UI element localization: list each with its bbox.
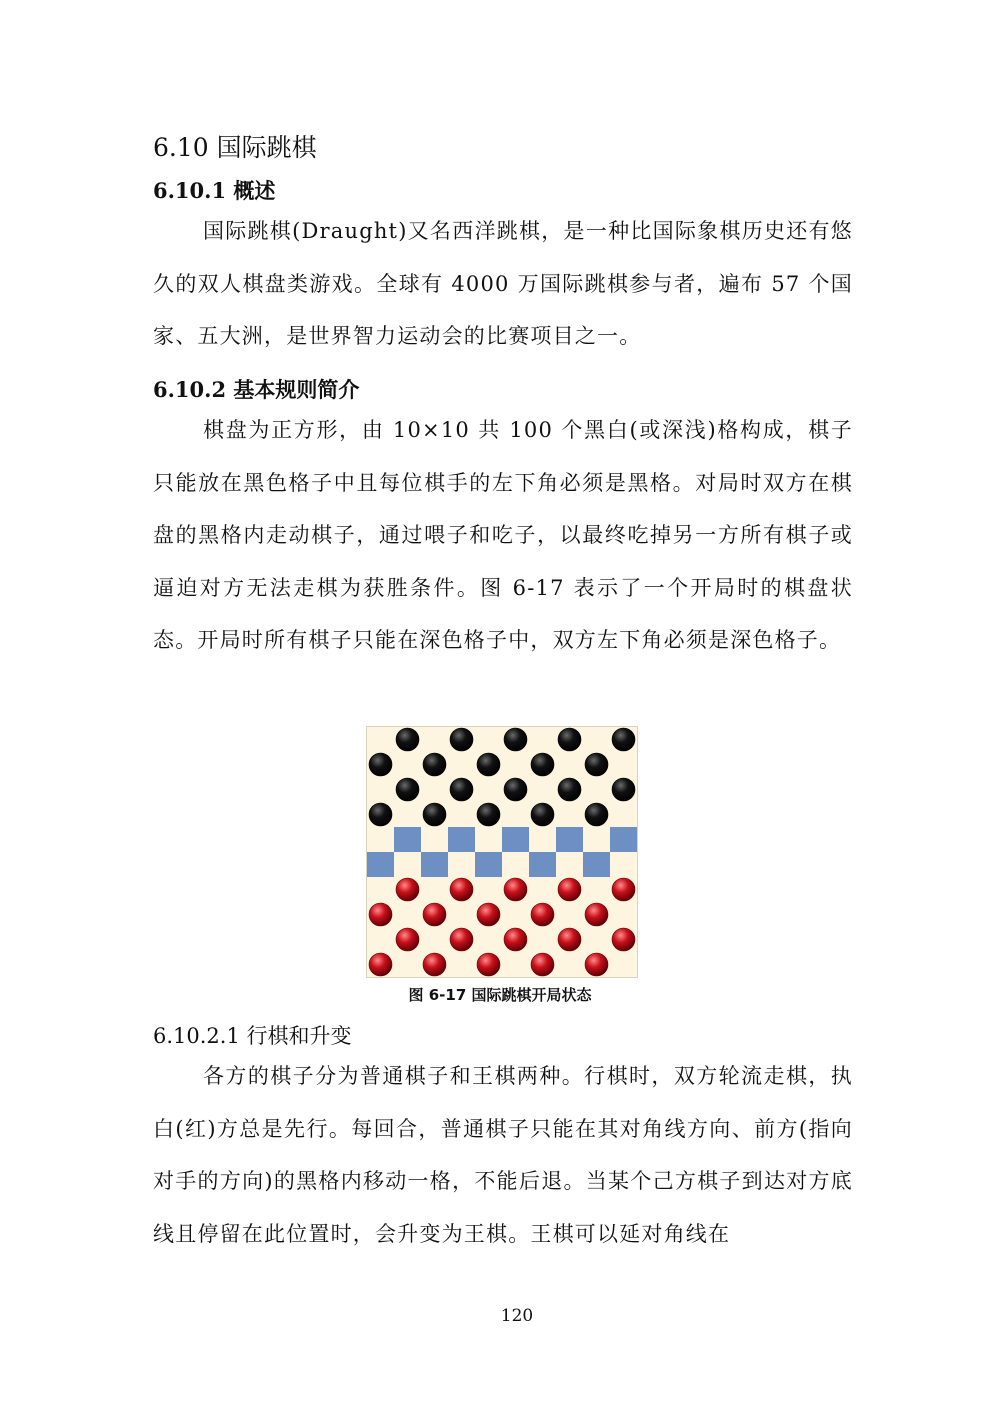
black-piece <box>612 778 635 801</box>
red-piece <box>450 878 473 901</box>
red-piece <box>558 878 581 901</box>
red-piece <box>612 928 635 951</box>
red-piece <box>612 878 635 901</box>
black-piece <box>423 753 446 776</box>
overview-heading: 6.10.1 概述 <box>153 178 276 203</box>
dark-square <box>583 852 610 877</box>
red-piece <box>504 928 527 951</box>
red-piece <box>423 953 446 976</box>
dark-square <box>448 827 475 852</box>
black-piece <box>558 728 581 751</box>
black-piece <box>423 803 446 826</box>
red-piece <box>585 953 608 976</box>
red-piece <box>477 953 500 976</box>
red-piece <box>423 903 446 926</box>
rules-heading: 6.10.2 基本规则简介 <box>153 377 360 402</box>
overview-paragraph: 国际跳棋(Draught)又名西洋跳棋，是一种比国际象棋历史还有悠久的双人棋盘类游戏。全球有 4000 万国际跳棋参与者，遍布 57 个国家、五大洲，是世界智力运动会的比赛项目之一。 <box>153 219 853 348</box>
moves-heading: 6.10.2.1 行棋和升变 <box>153 1024 352 1048</box>
dark-square <box>394 827 421 852</box>
red-piece <box>369 953 392 976</box>
figure-caption: 图 6-17 国际跳棋开局状态 <box>408 986 592 1004</box>
section-title: 6.10 国际跳棋 <box>153 133 317 162</box>
red-piece <box>396 878 419 901</box>
black-piece <box>585 803 608 826</box>
dark-square <box>610 827 637 852</box>
page-number: 120 <box>500 1306 534 1326</box>
board-figure <box>366 726 638 978</box>
red-piece <box>531 953 554 976</box>
dark-square <box>556 827 583 852</box>
dark-square <box>502 827 529 852</box>
red-piece <box>504 878 527 901</box>
black-piece <box>396 728 419 751</box>
black-piece <box>504 778 527 801</box>
black-piece <box>369 803 392 826</box>
black-piece <box>396 778 419 801</box>
black-piece <box>477 753 500 776</box>
red-piece <box>477 903 500 926</box>
rules-paragraph: 棋盘为正方形，由 10×10 共 100 个黑白(或深浅)格构成，棋子只能放在黑色格子中且每位棋手的左下角必须是黑格。对局时双方在棋盘的黑格内走动棋子，通过喂子和吃子，以最终吃掉另一方所有棋子或逼迫对方无法走棋为获胜条件。图 6-17 表示了一个开局时的棋盘状态。开局时所有棋子只能在深色格子中，双方左下角必须是深色格子。 <box>153 418 853 652</box>
red-piece <box>396 928 419 951</box>
dark-square <box>475 852 502 877</box>
black-piece <box>612 728 635 751</box>
red-piece <box>450 928 473 951</box>
draughts-board <box>367 727 637 977</box>
red-piece <box>558 928 581 951</box>
red-piece <box>369 903 392 926</box>
black-piece <box>450 728 473 751</box>
dark-square <box>529 852 556 877</box>
red-piece <box>585 903 608 926</box>
black-piece <box>531 753 554 776</box>
black-piece <box>531 803 554 826</box>
black-piece <box>369 753 392 776</box>
black-piece <box>477 803 500 826</box>
black-piece <box>585 753 608 776</box>
red-piece <box>531 903 554 926</box>
black-piece <box>504 728 527 751</box>
dark-square <box>421 852 448 877</box>
black-piece <box>558 778 581 801</box>
dark-square <box>367 852 394 877</box>
moves-paragraph: 各方的棋子分为普通棋子和王棋两种。行棋时，双方轮流走棋，执白(红)方总是先行。每回合，普通棋子只能在其对角线方向、前方(指向对手的方向)的黑格内移动一格，不能后退。当某个己方棋子到达对方底线且停留在此位置时，会升变为王棋。王棋可以延对角线在 <box>153 1064 853 1246</box>
black-piece <box>450 778 473 801</box>
